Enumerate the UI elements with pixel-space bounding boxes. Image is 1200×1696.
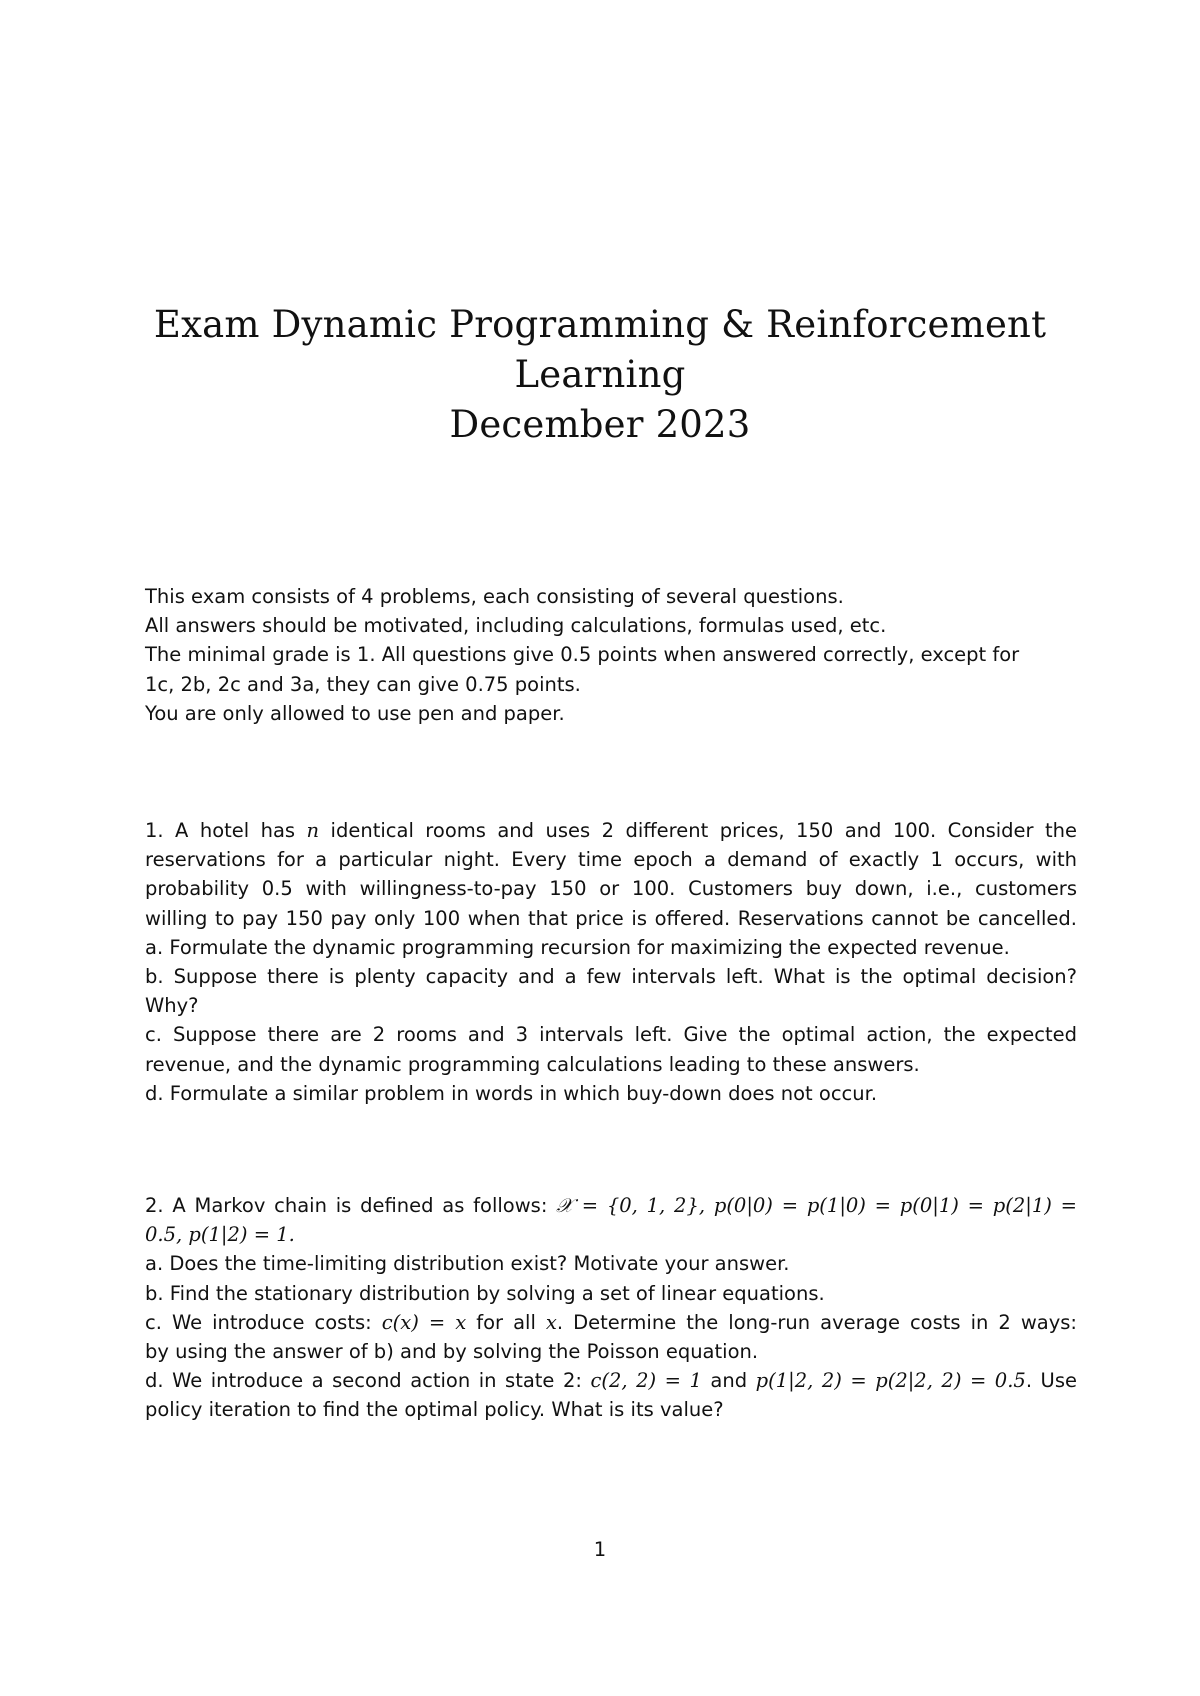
exam-body <box>145 582 1077 1425</box>
problem-1-question-d: d. Formulate a similar problem in words in which buy-down does not occur. <box>145 1081 878 1105</box>
instructions <box>145 582 1077 728</box>
title-date: December 2023 <box>449 403 751 446</box>
instructions-line-2: All answers should be motivated, including calculations, formulas used, etc. <box>145 614 887 638</box>
problem-1-question-b-cont: Why? <box>145 994 199 1018</box>
problem-2-question-c-cont: by using the answer of b) and by solving the Poisson equation. <box>145 1340 759 1364</box>
problem-2-line-2: 0.5, p(1|2) = 1. <box>145 1223 295 1247</box>
problem-1-line-2: reservations for a particular night. Every time epoch a demand of exactly 1 occurs, with <box>145 848 1077 872</box>
problem-1-line-1: 1. A hotel has n identical rooms and uses 2 different prices, 150 and 100. Consider the <box>145 819 1078 843</box>
problem-2 <box>145 1191 1077 1425</box>
problem-2-question-a: a. Does the time-limiting distribution exist? Motivate your answer. <box>145 1252 790 1276</box>
instructions-line-1: This exam consists of 4 problems, each consisting of several questions. <box>145 585 844 608</box>
title-line-2: Learning <box>514 353 686 396</box>
problem-2-question-d: d. We introduce a second action in state 2: c(2, 2) = 1 and p(1|2, 2) = p(2|2, 2) = 0.5. Use <box>145 1369 1077 1393</box>
problem-1 <box>145 816 1077 1108</box>
problem-2-question-c: c. We introduce costs: c(x) = x for all x. Determine the long-run average costs in 2 ways: <box>145 1310 1077 1334</box>
problem-1-question-c: c. Suppose there are 2 rooms and 3 intervals left. Give the optimal action, the expected <box>145 1023 1077 1047</box>
problem-2-question-b: b. Find the stationary distribution by solving a set of linear equations. <box>145 1281 825 1305</box>
problem-1-question-b: b. Suppose there is plenty capacity and a few intervals left. What is the optimal decision? <box>145 965 1077 989</box>
variable-n: n <box>306 819 320 843</box>
title-line-1: Exam Dynamic Programming & Reinforcement <box>153 303 1047 346</box>
problem-1-question-a: a. Formulate the dynamic programming recursion for maximizing the expected revenue. <box>145 935 1010 959</box>
exam-title <box>0 300 1200 450</box>
problem-2-line-1: 2. A Markov chain is defined as follows: 𝒳 = {0, 1, 2}, p(0|0) = p(1|0) = p(0|1) = p(2|1) = <box>145 1194 1077 1218</box>
instructions-line-4: 1c, 2b, 2c and 3a, they can give 0.75 points. <box>145 672 581 696</box>
instructions-line-3: The minimal grade is 1. All questions give 0.5 points when answered correctly, except for <box>145 643 1020 667</box>
page-number: 1 <box>593 1538 607 1561</box>
problem-1-question-c-cont: revenue, and the dynamic programming calculations leading to these answers. <box>145 1052 920 1076</box>
problem-2-question-d-cont: policy iteration to find the optimal policy. What is its value? <box>145 1398 724 1422</box>
instructions-line-5: You are only allowed to use pen and paper. <box>145 701 565 725</box>
problem-1-line-4: willing to pay 150 pay only 100 when that price is offered. Reservations cannot be cancelled. <box>145 906 1077 930</box>
state-space-definition: 𝒳 = {0, 1, 2}, p(0|0) = p(1|0) = p(0|1) = p(2|1) = <box>556 1194 1077 1218</box>
problem-1-line-3: probability 0.5 with willingness-to-pay 150 or 100. Customers buy down, i.e., customers <box>145 877 1077 901</box>
